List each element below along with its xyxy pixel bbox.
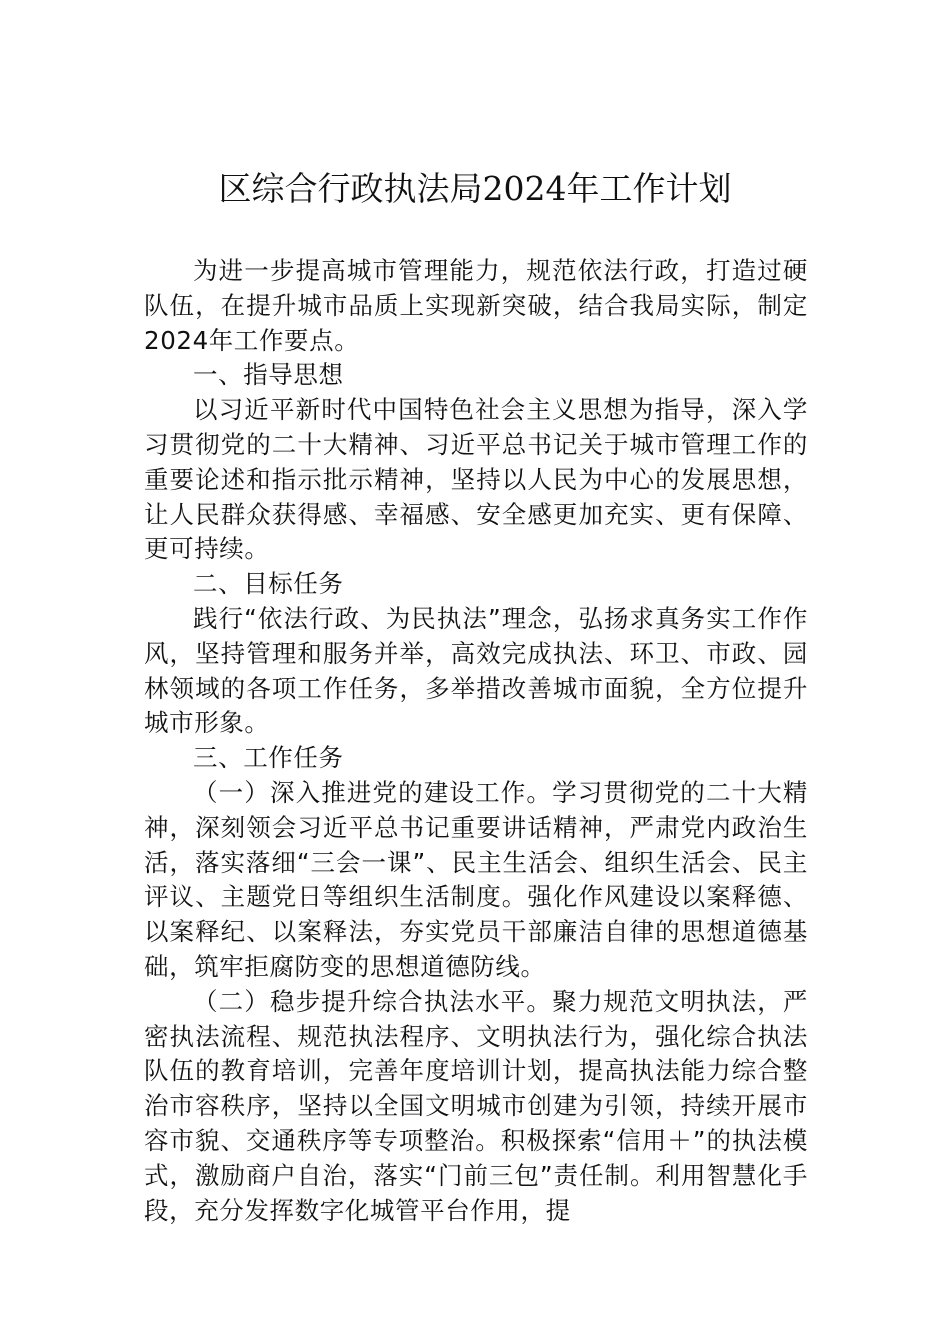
document-body bbox=[144, 254, 808, 1228]
section-heading-tasks: 三、工作任务 bbox=[193, 743, 344, 773]
intro-paragraph: 为进一步提高城市管理能力，规范依法行政，打造过硬队伍，在提升城市品质上实现新突破，结合我局实际，制定2024年工作要点。 bbox=[144, 256, 808, 355]
section-heading-guiding-thought: 一、指导思想 bbox=[193, 360, 344, 390]
document-title: 区综合行政执法局2024年工作计划 bbox=[218, 169, 732, 208]
task-2-paragraph: （二）稳步提升综合执法水平。聚力规范文明执法，严密执法流程、规范执法程序、文明执法行为，强化综合执法队伍的教育培训，完善年度培训计划，提高执法能力综合整治市容秩序，坚持以全国文明城市创建为引领，持续开展市容市貌、交通秩序等专项整治。积极探索“信用＋”的执法模式，激励商户自治，落实“门前三包”责任制。利用智慧化手段，充分发挥数字化城管平台作用，提 bbox=[144, 986, 808, 1225]
section-heading-goals: 二、目标任务 bbox=[193, 569, 344, 599]
task-1-paragraph: （一）深入推进党的建设工作。学习贯彻党的二十大精神，深刻领会习近平总书记重要讲话精神，严肃党内政治生活，落实落细“三会一课”、民主生活会、组织生活会、民主评议、主题党日等组织生活制度。强化作风建设以案释德、以案释纪、以案释法，夯实党员干部廉洁自律的思想道德基础，筑牢拒腐防变的思想道德防线。 bbox=[144, 777, 808, 981]
goals-paragraph: 践行“依法行政、为民执法”理念，弘扬求真务实工作作风，坚持管理和服务并举，高效完成执法、环卫、市政、园林领域的各项工作任务，多举措改善城市面貌，全方位提升城市形象。 bbox=[144, 603, 808, 738]
guiding-thought-paragraph: 以习近平新时代中国特色社会主义思想为指导，深入学习贯彻党的二十大精神、习近平总书记关于城市管理工作的重要论述和指示批示精神，坚持以人民为中心的发展思想，让人民群众获得感、幸福感、安全感更加充实、更有保障、更可持续。 bbox=[144, 395, 808, 564]
